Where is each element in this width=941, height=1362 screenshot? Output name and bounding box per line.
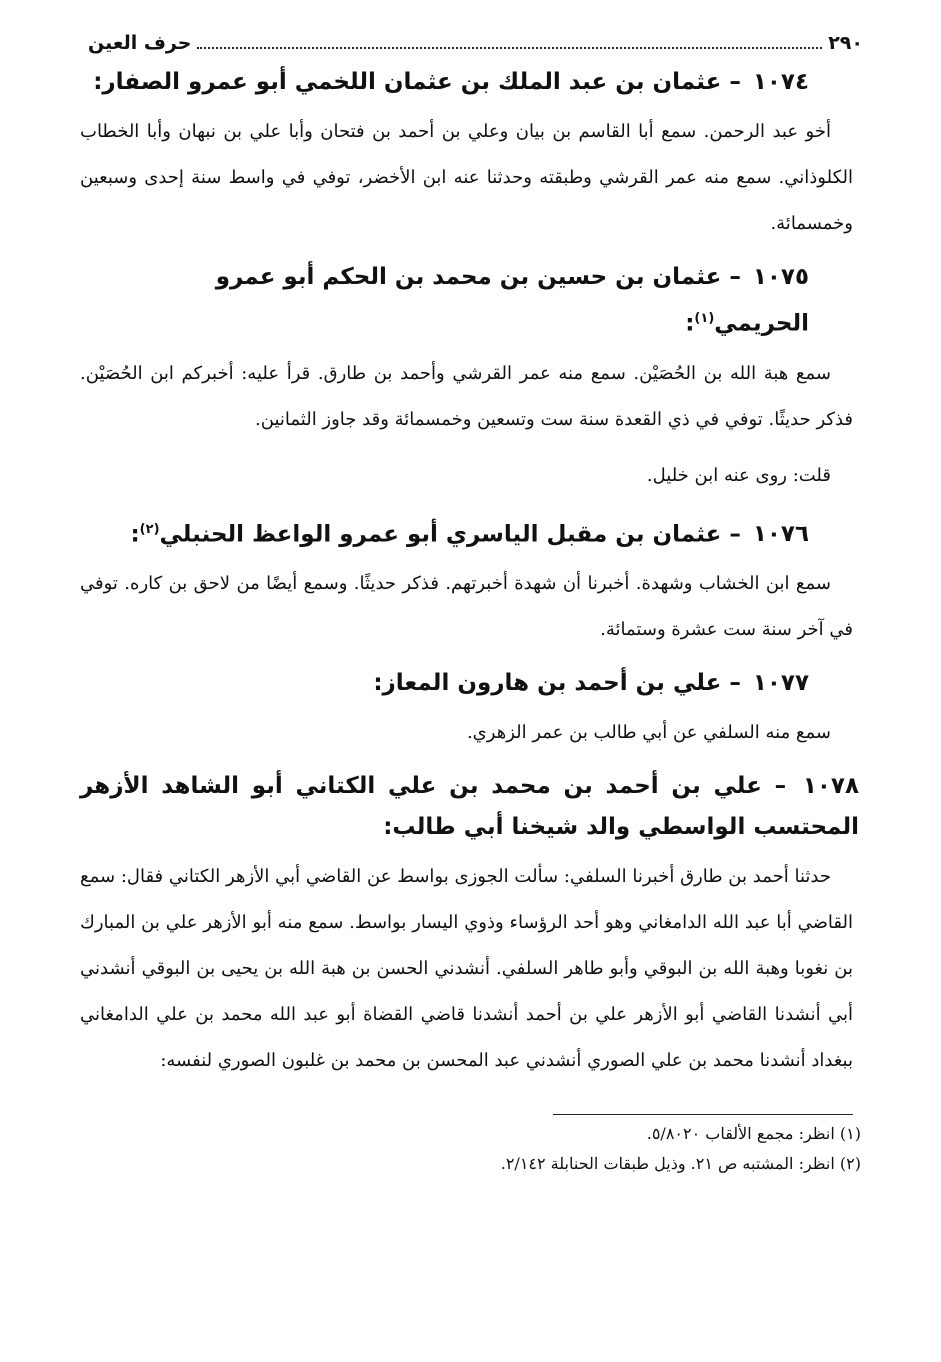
running-header (88, 30, 863, 56)
entry-number: ١٠٧٥ (752, 264, 809, 290)
footnote-1: (١) انظر: مجمع الألقاب ٥/٨٠٢٠. (646, 1124, 861, 1144)
footnote-2: (٢) انظر: المشتبه ص ٢١. وذيل طبقات الحنابلة ٢/١٤٢. (500, 1154, 861, 1174)
footnotes (88, 1119, 861, 1179)
entry-colon: : (130, 521, 140, 548)
entry-name: – عثمان بن حسين بن محمد بن الحكم أبو عمرو الحريمي (215, 264, 809, 337)
entry-title-1077 (88, 663, 809, 704)
entry-colon: : (685, 310, 695, 337)
entry-note-1075: قلت: روى عنه ابن خليل. (646, 464, 831, 486)
entry-text-1074: أخو عبد الرحمن. سمع أبا القاسم بن بيان وعلي بن أحمد بن فتحان وأبا علي بن نبهان وأبا الخطاب الكلوذاني. سمع منه عمر القرشي وطبقته وحدثنا عنه ابن الأخضر، توفي في واسط سنة إحدى وسبعين وخمسمائة. (80, 121, 853, 234)
footnote-ref: (١) (694, 311, 715, 326)
entry-title-1074 (88, 62, 809, 103)
section-title: حرف العين (88, 32, 192, 54)
entry-name: – عثمان بن عبد الملك بن عثمان اللخمي أبو عمرو الصفار: (93, 69, 741, 95)
footnote-ref: (٢) (139, 521, 160, 537)
entry-name: – عثمان بن مقبل الياسري أبو عمرو الواعظ الحنبلي (159, 521, 741, 548)
entry-text-1077: سمع منه السلفي عن أبي طالب بن عمر الزهري. (466, 722, 831, 744)
entry-number: ١٠٧٧ (752, 670, 809, 697)
entry-number: ١٠٧٤ (752, 69, 809, 95)
entry-text-1075: سمع هبة الله بن الحُصَيْن. سمع منه عمر القرشي وأحمد بن طارق. قرأ عليه: أخبركم ابن الحُصَيْن. فذكر حديثًا. توفي في ذي القعدة سنة ست وتسعين وخمسمائة وقد جاوز الثمانين. (80, 362, 853, 430)
entry-name: – علي بن أحمد بن هارون المعاز: (373, 670, 741, 697)
entry-title-1078 (80, 766, 859, 848)
entry-text-1076: سمع ابن الخشاب وشهدة. أخبرنا أن شهدة أخبرتهم. فذكر حديثًا. وسمع أيضًا من لاحق بن كاره. توفي في آخر سنة ست عشرة وستمائة. (80, 573, 853, 641)
entry-number: ١٠٧٨ (802, 773, 860, 800)
entry-title-1076 (88, 509, 809, 556)
entry-text-1078: حدثنا أحمد بن طارق أخبرنا السلفي: سألت الجوزى بواسط عن القاضي أبي الأزهر الكتاني فقال: سمع القاضي أبا عبد الله الدامغاني وهو أحد الرؤساء وذوي اليسار بواسط. سمع منه أبو الأزهر علي بن المبارك بن نغوبا وهبة الله بن البوقي وأبو طاهر السلفي. أنشدني الحسن بن هبة الله بن يحيى بن البوقي أنشدني أبي أنشدنا القاضي أبو الأزهر علي بن أحمد أنشدنا قاضي القضاة أبو عبد الله محمد بن علي الدامغاني ببغداد أنشدنا محمد بن علي الصوري أنشدني عبد المحسن بن محمد بن غلبون الصوري لنفسه: (80, 866, 853, 1072)
entry-number: ١٠٧٦ (752, 521, 809, 548)
footnote-separator (553, 1114, 853, 1115)
leader-dots (197, 33, 822, 49)
entry-title-1075 (88, 257, 809, 345)
entry-name: – علي بن أحمد بن محمد بن علي الكتاني أبو الشاهد الأزهر المحتسب الواسطي والد شيخنا أبي طالب: (80, 773, 859, 841)
page-number: ٢٩٠ (828, 32, 863, 54)
